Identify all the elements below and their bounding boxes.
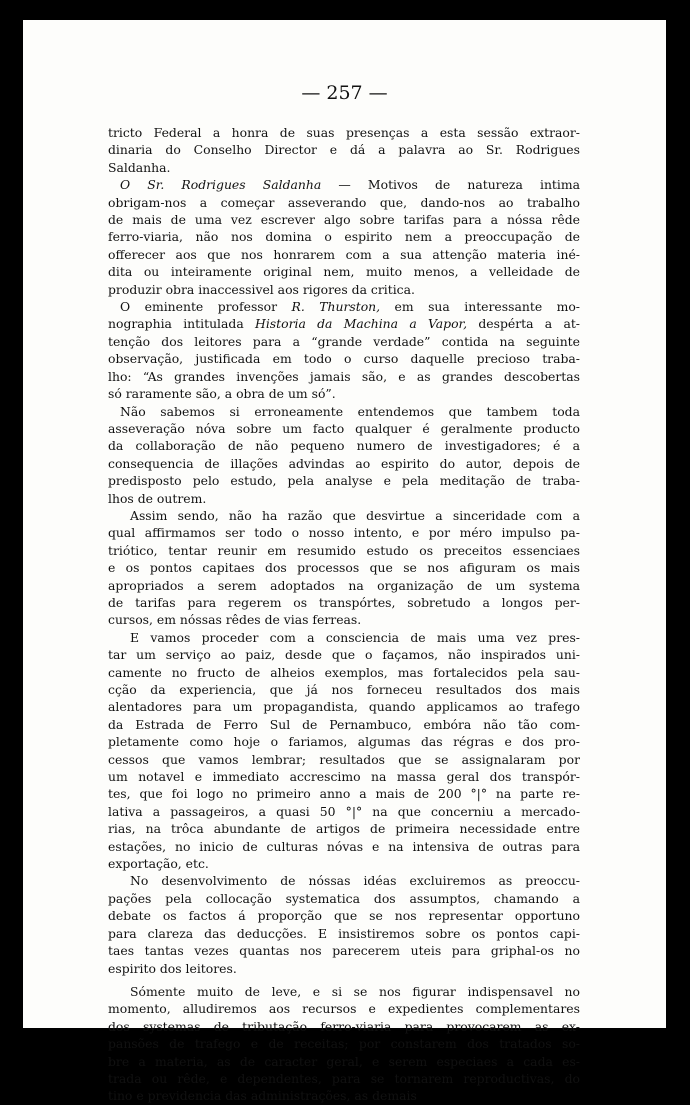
- text-line: exportação, etc.: [108, 856, 209, 872]
- text-line: [108, 298, 580, 315]
- text-fragment: despérta a at-: [467, 316, 580, 332]
- text-line: momento, alludiremos aos recursos e expedientes complementares: [108, 1001, 580, 1017]
- text-line: E vamos proceder com a consciencia de mais uma vez pres-: [130, 629, 580, 645]
- book-page: [23, 20, 666, 1104]
- text-line: asseveração nóva sobre um facto qualquer é geralmente producto: [108, 420, 580, 436]
- text-line: triótico, tentar reunir em resumido estudo os preceitos essenciaes: [108, 542, 580, 558]
- text-line: espirito dos leitores.: [108, 960, 237, 976]
- text-line: debate os factos á proporção que se nos representar opportuno: [108, 908, 580, 924]
- text-fragment: em sua interessante mo-: [380, 299, 580, 315]
- text-line: qual affirmamos ser todo o nosso intento, e por méro impulso pa-: [108, 525, 580, 541]
- text-line: estações, no inicio de culturas nóvas e na intensiva de outras para: [108, 838, 580, 854]
- text-line: e os pontos capitaes dos processos que se nos afiguram os mais: [108, 560, 580, 576]
- paragraph-2: [108, 176, 580, 298]
- text-line: produzir obra inaccessivel aos rigores da critica.: [108, 281, 415, 297]
- page-number: — 257 —: [301, 82, 388, 104]
- paragraph-5: [108, 507, 580, 629]
- text-line: um notavel e immediato accrescimo na massa geral dos transpór-: [108, 769, 580, 785]
- text-line: observação, justificada em todo o curso daquelle precioso traba-: [108, 351, 580, 367]
- paragraph-6: [108, 629, 580, 873]
- paragraph-4: [108, 403, 580, 507]
- paragraph-7: [108, 872, 580, 976]
- text-line: só raramente são, a obra de um só”.: [108, 386, 336, 402]
- text-line: para clareza das deducções. E insistiremos sobre os pontos capi-: [108, 925, 580, 941]
- speaker-name: O Sr. Rodrigues Saldanha: [120, 177, 322, 193]
- text-fragment: O eminente professor: [120, 299, 292, 315]
- text-line: pações pela collocação systematica dos assumptos, chamando a: [108, 890, 580, 906]
- text-line: ferro-viaria, não nos domina o espirito nem a preoccupação de: [108, 229, 580, 245]
- text-line: obrigam-nos a começar asseverando que, dando-nos ao trabalho: [108, 194, 580, 210]
- text-line: Saldanha.: [108, 159, 171, 175]
- text-line: [108, 176, 580, 193]
- text-line: rias, na trôca abundante de artigos de primeira necessidade entre: [108, 821, 580, 837]
- text-line: tricto Federal a honra de suas presenças a esta sessão extraor-: [108, 125, 580, 140]
- text-line: Sómente muito de leve, e si se nos figurar indispensavel no: [130, 983, 580, 999]
- text-line: camente no fructo de alheios exemplos, mas fortalecidos pela sau-: [108, 664, 580, 680]
- text-line: offerecer aos que nos honrarem com a sua attenção materia iné-: [108, 246, 580, 262]
- text-line: dos systemas de tributação ferro-viaria para provocarem as ex-: [108, 1018, 580, 1034]
- text-line: dinaria do Conselho Director e dá a palavra ao Sr. Rodrigues: [108, 142, 580, 158]
- text-line: consequencia de illações advindas ao espirito do autor, depois de: [108, 455, 580, 471]
- text-line: tes, que foi logo no primeiro anno a mais de 200 °|° na parte re-: [108, 786, 580, 802]
- text-fragment: nographia intitulada: [108, 316, 256, 332]
- text-line: cursos, em nóssas rêdes de vias ferreas.: [108, 612, 362, 628]
- text-line: apropriados a serem adoptados na organização de um systema: [108, 577, 580, 593]
- text-line: da Estrada de Ferro Sul de Pernambuco, embóra não tão com-: [108, 716, 580, 732]
- paragraph-8: [108, 983, 580, 1105]
- paragraph-1: [108, 124, 580, 176]
- text-line: [108, 315, 580, 332]
- text-line: predisposto pelo estudo, pela analyse e pela meditação de traba-: [108, 473, 580, 489]
- text-line: da collaboração de não pequeno numero de investigadores; é a: [108, 438, 580, 454]
- text-line: Assim sendo, não ha razão que desvirtue a sinceridade com a: [130, 507, 580, 523]
- text-line: pletamente como hoje o fariamos, algumas das régras e dos pro-: [108, 734, 580, 750]
- text-line: pansões de trafego e de receitas; por constarem dos tratados so-: [108, 1036, 580, 1052]
- text-line: trada ou rêde, e dependentes, para se tornarem reproductivas, do: [108, 1070, 580, 1086]
- text-line: lativa a passageiros, a quasi 50 °|° na que concerniu a mercado-: [108, 803, 580, 819]
- text-line: taes tantas vezes quantas nos parecerem uteis para griphal-os no: [108, 943, 580, 959]
- text-line: cção da experiencia, que já nos forneceu resultados dos mais: [108, 682, 580, 697]
- text-line: cessos que vamos lembrar; resultados que se assignalaram por: [108, 751, 580, 767]
- text-line: tino e previdencia das administrações, as demais: [108, 1088, 417, 1104]
- text-line: bre a materia, as de caracter geral, e serem especiaes a cada es-: [108, 1053, 580, 1069]
- text-line: alentadores para um propagandista, quando applicamos ao trafego: [108, 699, 580, 715]
- text-line: de tarifas para regerem os transpórtes, sobretudo a longos per-: [108, 594, 580, 610]
- text-line: tar um serviço ao paiz, desde que o façamos, não inspirados uni-: [108, 647, 580, 663]
- body-text: [108, 124, 580, 1105]
- text-line: lho: “As grandes invenções jamais são, e as grandes descobertas: [108, 368, 580, 384]
- text-fragment: — Motivos de natureza intima: [321, 177, 580, 193]
- author-name: R. Thurston,: [291, 299, 381, 315]
- book-title: Historia da Machina a Vapor,: [255, 316, 468, 332]
- paragraph-3: [108, 298, 580, 402]
- text-line: de mais de uma vez escrever algo sobre tarifas para a nóssa rêde: [108, 212, 580, 228]
- text-line: dita ou inteiramente original nem, muito menos, a velleidade de: [108, 264, 580, 280]
- text-line: Não sabemos si erroneamente entendemos que tambem toda: [120, 403, 580, 419]
- text-line: tenção dos leitores para a “grande verdade” contida na seguinte: [108, 333, 580, 349]
- text-line: No desenvolvimento de nóssas idéas excluiremos as preoccu-: [130, 873, 580, 889]
- text-line: lhos de outrem.: [108, 490, 207, 506]
